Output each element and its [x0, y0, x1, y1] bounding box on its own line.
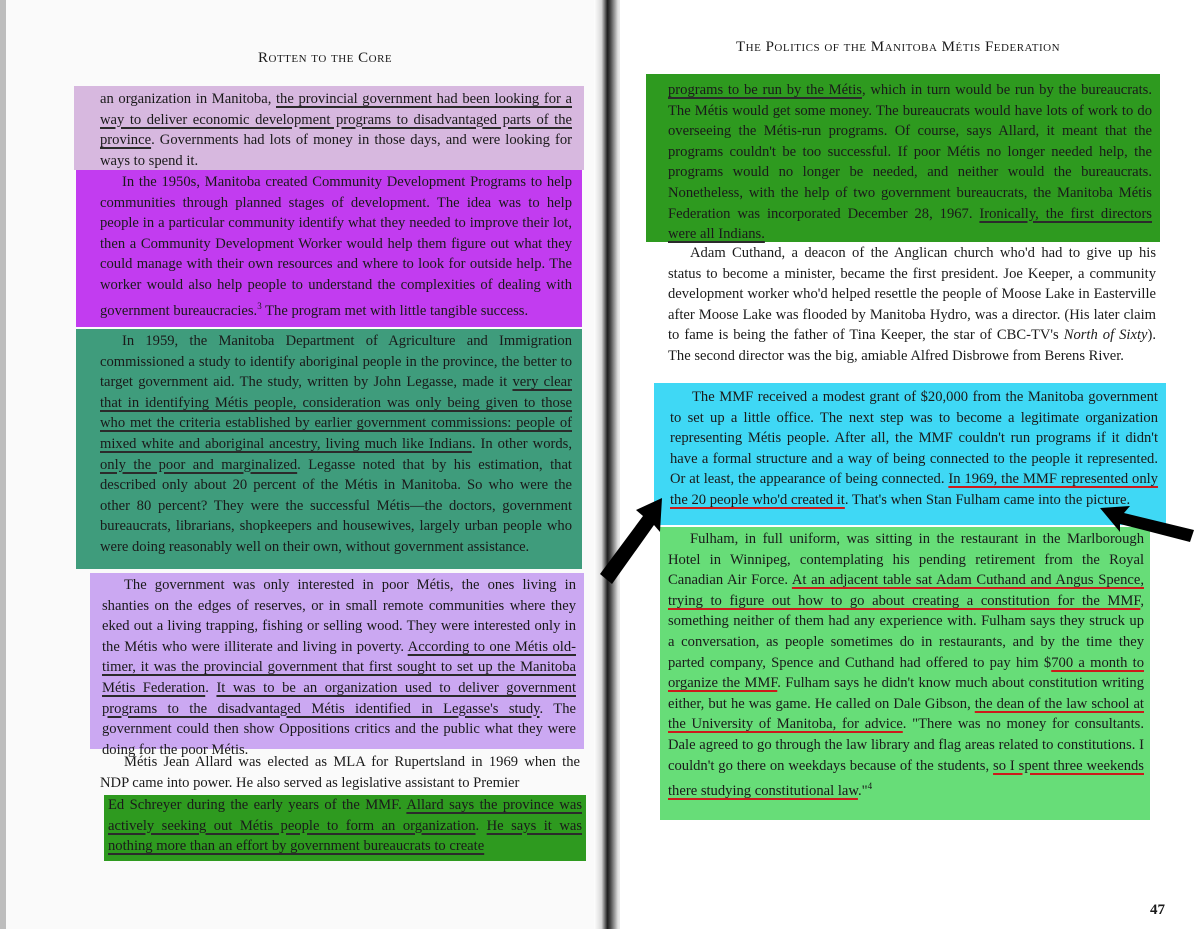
page-number: 47 — [1150, 902, 1165, 918]
paragraph-5: Ed Schreyer during the early years of the MMF. Allard says the province was actively seeking out Métis people to form an organization. He says it was nothing more than an effort by government bureaucrats to create — [108, 797, 583, 855]
right-paragraph-2: Adam Cuthand, a deacon of the Anglican church who'd had to give up his status to become a minister, became the first president. Joe Keeper, a community development worker who'd helped resettle the people of Moose Lake in Easterville after Moose Lake was flooded by Manitoba Hydro, was a director. (His later claim to fame is being the father of Tina Keeper, the star of CBC-TV's North of Sixty). The second director was the big, amiable Alfred Disbrowe from Berens River. — [668, 245, 1157, 364]
highlight-block-light-purple — [90, 573, 584, 758]
left-page — [0, 0, 598, 929]
highlight-block-dark-green-right — [646, 74, 1160, 242]
right-paragraph-3: The MMF received a modest grant of $20,000 from the Manitoba government to set up a little office. The next step was to become a legitimate organization representing Métis people. After all, the MMF couldn't run programs if it didn't have a formal structure and a way of being connected to the people it represented. Or at least, the appearance of being connected. In 1969, the MMF represented only the 20 people who'd created it. That's when Stan Fulham came into the picture. — [670, 389, 1158, 508]
right-paragraph-1: programs to be run by the Métis, which in turn would be run by the bureaucrats. The Métis would get some money. The bureaucrats would have lots of work to do overseeing the Métis-run programs. Of course, says Allard, it meant that the programs couldn't be too successful. If poor Métis no longer needed help, the programs would no longer be needed, and neither would the bureaucrats. Nonetheless, with the help of two government bureaucrats, the Manitoba Métis Federation was incorporated December 28, 1967. Ironically, the first directors were all Indians. — [668, 82, 1152, 243]
page-edge — [0, 0, 6, 929]
left-running-head: Rotten to the Core — [258, 50, 393, 66]
highlight-block-teal — [76, 329, 582, 569]
highlight-block-lavender — [74, 86, 584, 170]
paragraph-5-plain: Métis Jean Allard was elected as MLA for Rupertsland in 1969 when the NDP came into power. He also served as legislative assistant to Premier — [100, 754, 580, 791]
highlight-block-cyan — [654, 383, 1166, 525]
arrow-left-icon — [596, 490, 668, 590]
paragraph-1: an organization in Manitoba, the provincial government had been looking for a way to deliver economic development programs to disadvantaged parts of the province. Governments had lots of money in those days, and were looking for ways to spend it. — [100, 91, 572, 169]
highlight-block-dark-green-left — [104, 795, 586, 861]
paragraph-4: The government was only interested in poor Métis, the ones living in shanties on the edges of reserves, or in small remote communities where they eked out a living trapping, fishing or selling wood. They were interested only in the Métis who were illiterate and living in poverty. According to one Métis old-timer, it was the provincial government that first sought to set up the Manitoba Métis Federation. It was to be an organization used to deliver government programs to the disadvantaged Métis identified in Legasse's study. The government could then show Oppositions critics and the public what they were doing for the poor Métis. — [102, 577, 576, 758]
right-running-head: The Politics of the Manitoba Métis Federation — [736, 39, 1061, 55]
right-page — [620, 0, 1200, 929]
highlight-block-magenta — [76, 170, 582, 327]
highlight-block-light-green — [660, 527, 1150, 820]
paragraph-3: In 1959, the Manitoba Department of Agriculture and Immigration commissioned a study to identify aboriginal people in the province, the better to target government aid. The study, written by John Legasse, made it very clear that in identifying Métis people, consideration was only being given to those who met the criteria established by earlier government commissions: people of mixed white and aboriginal ancestry, living much like Indians. In other words, only the poor and marginalized. Legasse noted that by his estimation, that described only about 20 percent of the Métis in Manitoba. So who were the other 80 percent? They were the successful Métis—the doctors, government bureaucrats, librarians, shopkeepers and housewives, largely urban people who were doing reasonably well on their own, without government assistance. — [100, 333, 572, 555]
right-paragraph-4: Fulham, in full uniform, was sitting in the restaurant in the Marlborough Hotel in Winnipeg, contemplating his pending retirement from the Royal Canadian Air Force. At an adjacent table sat Adam Cuthand and Angus Spence, trying to figure out how to go about creating a constitution for the MMF, something neither of them had any experience with. Fulham says they struck up a conversation, as people sometimes do in restaurants, and by the time they parted company, Spence and Cuthand had offered to pay him $700 a month to organize the MMF. Fulham says he didn't know much about constitution writing either, but he was game. He called on Dale Gibson, the dean of the law school at the University of Manitoba, for advice. "There was no money for consultants. Dale agreed to go through the law library and flag areas related to constitutions. I couldn't go there on weekdays because of the students, so I spent three weekends there studying constitutional law."$^4$ — [668, 531, 1144, 799]
right-paragraph-2-container — [668, 243, 1156, 367]
arrow-right-icon — [1098, 496, 1198, 546]
paragraph-2: In the 1950s, Manitoba created Community Development Programs to help communities through planned stages of development. The idea was to help people in a particular community identify what they needed to improve their lot, then a Community Development Worker would help them figure out what they could manage with their own resources and where to look for outside help. The worker would also help people to understand the complexities of dealing with government bureaucracies.$^3$ The program met with little tangible success. — [100, 174, 572, 319]
